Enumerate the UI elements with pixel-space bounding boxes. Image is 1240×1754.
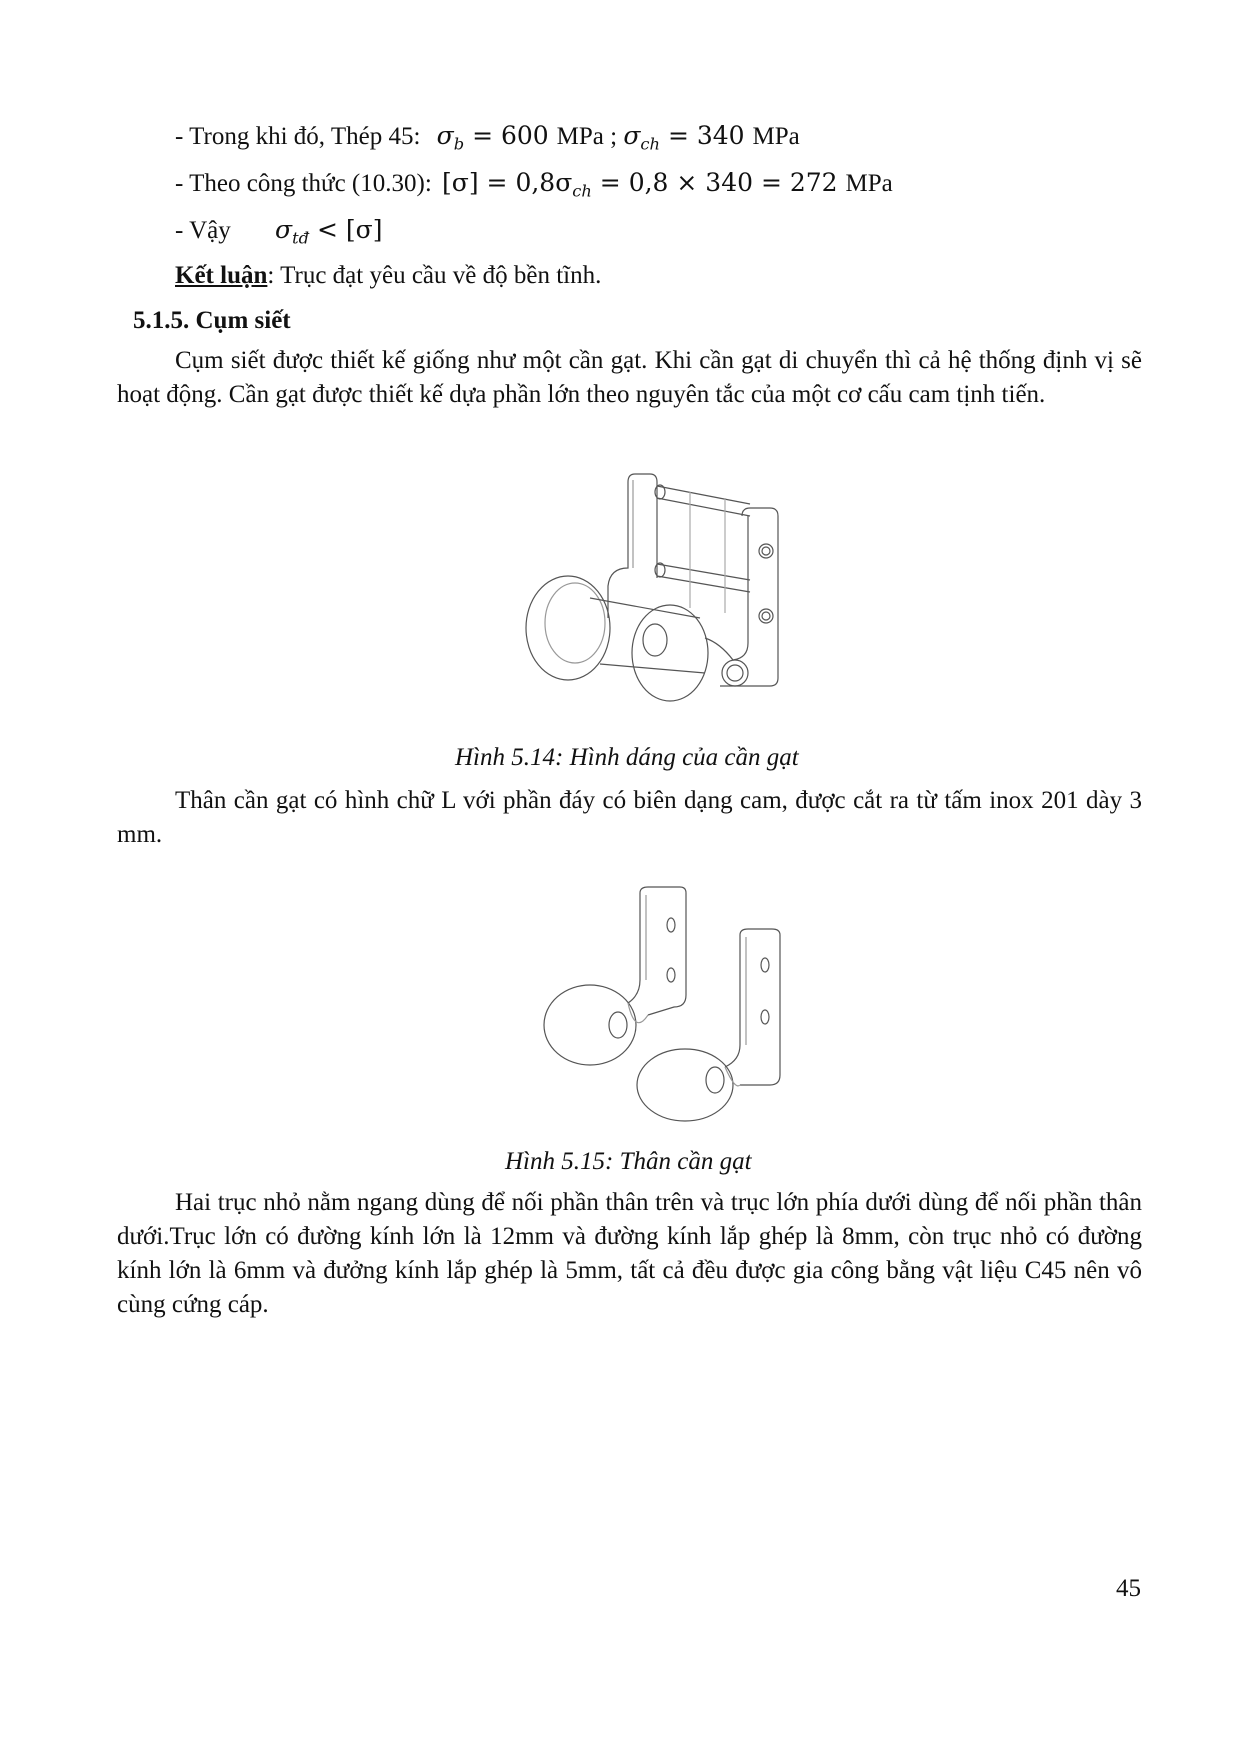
sigma-b-symbol: $\sigma_b$ <box>436 121 465 154</box>
allowable-stress-line <box>175 167 893 202</box>
allowable-formula-b: = 0,8 × 340 = 272 <box>591 168 846 197</box>
paragraph-2: Thân cần gạt có hình chữ L với phần đáy có biên dạng cam, được cắt ra từ tấm inox 201 dày 3 mm. <box>117 787 1142 848</box>
sigma-ch-value: = 340 <box>660 121 753 150</box>
section-heading: 5.1.5. Cụm siết <box>133 307 291 334</box>
paragraph-3: Hai trục nhỏ nằm ngang dùng để nối phần thân trên và trục lớn phía dưới dùng để nối phần thân dưới.Trục lớn có đường kính lớn là 12mm và đường kính lắp ghép là 8mm, còn trục nhỏ có đường kính lớn là 6mm và đưởng kính lắp ghép là 5mm, tất cả đều được gia công bằng vật liệu C45 nên vô cùng cứng cáp. <box>117 1189 1142 1318</box>
line1-prefix: - Trong khi đó, Thép 45: <box>175 123 421 150</box>
figure-1-caption: Hình 5.14: Hình dáng của cần gạt <box>455 744 799 771</box>
comparison-rest: < [σ] <box>309 215 383 244</box>
line3-prefix: - Vậy <box>175 217 231 244</box>
sigma-b-value: = 600 <box>464 121 557 150</box>
allowable-unit: MPa <box>845 170 893 197</box>
lever-assembly-figure <box>520 468 800 718</box>
lever-body-figure <box>540 885 800 1125</box>
stress-values-line <box>175 120 800 155</box>
conclusion-label: Kết luận <box>175 262 268 289</box>
conclusion-line <box>175 260 601 291</box>
sigma-ch-symbol: $\sigma_{ch}$ <box>623 121 660 154</box>
figure-2-caption: Hình 5.15: Thân cần gạt <box>505 1148 752 1175</box>
conclusion-text: : Trục đạt yêu cầu về độ bền tĩnh. <box>267 262 602 289</box>
page-number: 45 <box>1116 1575 1141 1602</box>
paragraph-1: Cụm siết được thiết kế giống như một cần gạt. Khi cần gạt di chuyển thì cả hệ thống định vị sẽ hoạt động. Cần gạt được thiết kế dựa phần lớn theo nguyên tắc của một cơ cấu cam tịnh tiến. <box>117 347 1142 408</box>
sigma-b-unit: MPa ; <box>556 123 624 150</box>
sigma-td-symbol: $\sigma_{tđ}$ <box>275 215 310 248</box>
allowable-formula-sub: ch <box>572 181 592 201</box>
comparison-line <box>175 214 382 249</box>
allowable-formula-a: [σ] = 0,8σ <box>442 168 573 197</box>
line2-prefix: - Theo công thức (10.30): <box>175 170 432 197</box>
sigma-ch-unit: MPa <box>752 123 800 150</box>
